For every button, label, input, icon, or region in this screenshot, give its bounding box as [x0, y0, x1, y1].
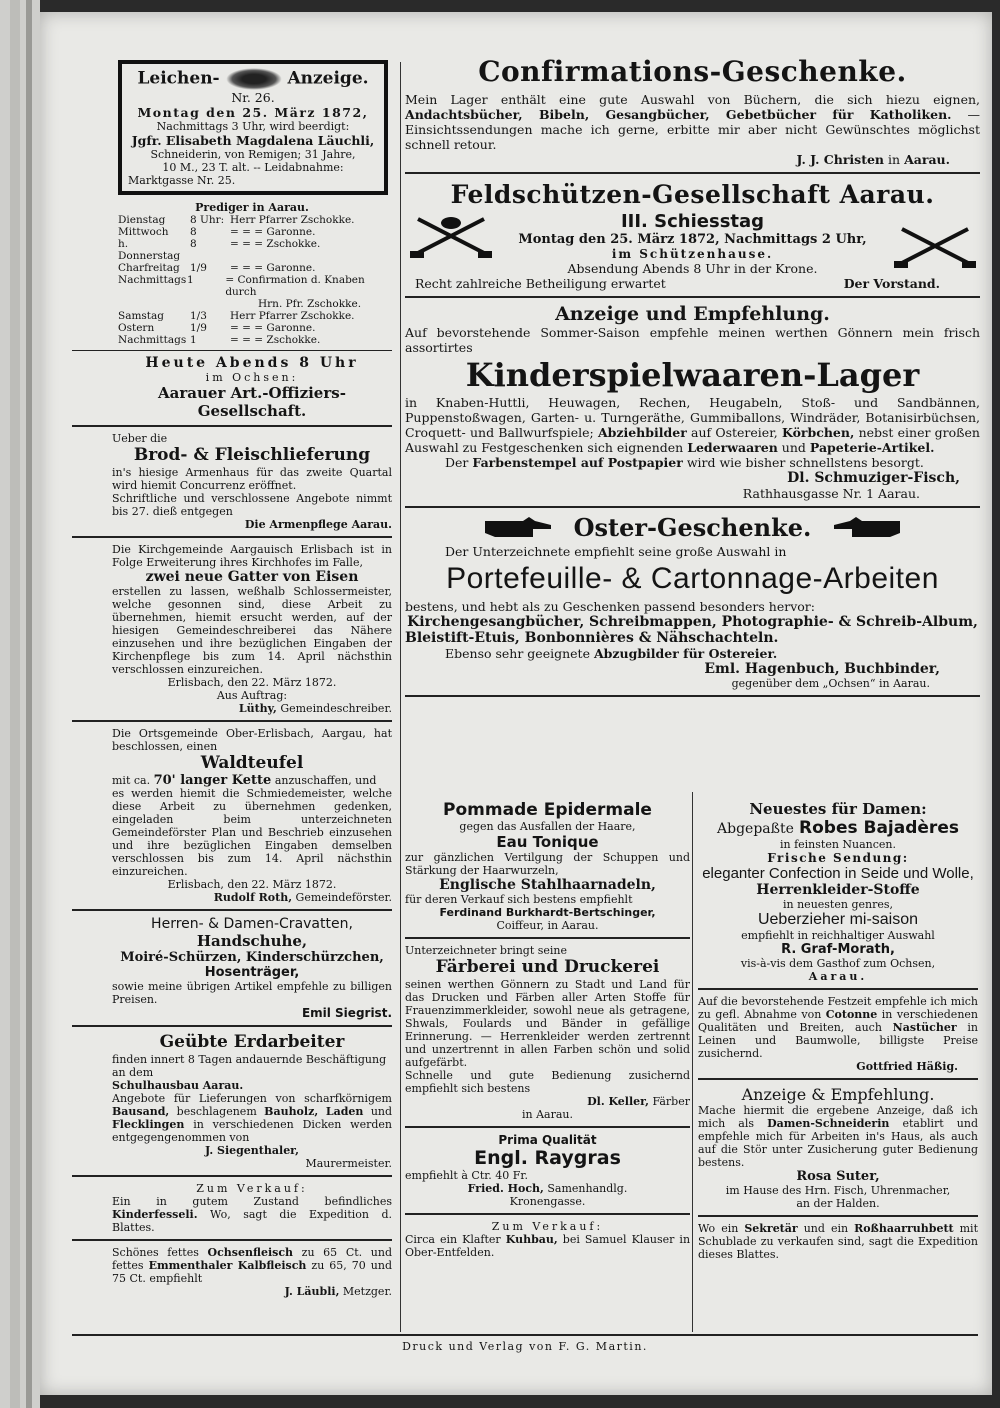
- oster-l3a: Ebenso sehr geeignete: [445, 646, 590, 661]
- feldschuetzen-ad: [405, 179, 980, 291]
- robes-l6: Ueberzieher mi-saison: [757, 911, 919, 928]
- obituary-box: [118, 60, 388, 195]
- erdarbeiter-w1: Bausand,: [112, 1105, 170, 1118]
- sekretaer-d: Roßhaarruhbett: [854, 1222, 954, 1235]
- cotonne-b: Cotonne: [825, 1008, 878, 1021]
- verkauf2-b: Kuhbau,: [505, 1233, 558, 1246]
- wreath-icon: [226, 68, 282, 90]
- kinder-intro: Auf bevorstehende Sommer-Saison empfehle meinen werthen Gönnern mein frisch assortirtes: [405, 325, 980, 355]
- robes-l2: in feinsten Nuancen.: [779, 838, 897, 851]
- kinder-body: in Knaben-Huttli, Heuwagen, Rechen, Heugabeln, Stoß- und Sandbännen, Puppenstoßwagen, Garten- u. Turngeräthe, Gummiballons, Windräder, Botanisirbüchsen, Croquett- und Ballwurfspiele;: [405, 395, 980, 440]
- preacher-row: Ostern 1/9 = = = Garonne.: [118, 322, 316, 334]
- pointing-hand-left-icon: [832, 515, 902, 541]
- oster-body: bestens, und hebt als zu Geschenken passend besonders hervor:: [405, 599, 815, 614]
- confirmations-title: Confirmations-Geschenke.: [478, 55, 907, 88]
- gatter-role: Gemeindeschreiber.: [280, 702, 392, 715]
- feldschuetzen-recht: Recht zahlreiche Betheiligung erwartet: [415, 276, 666, 291]
- kinder-big: Kinderspielwaaren-Lager: [465, 356, 920, 394]
- fleisch-role: Metzger.: [342, 1285, 392, 1298]
- gatter-body: erstellen zu lassen, weßhalb Schlossermeister, welche gesonnen sind, diese Arbeit zu übernehmen, hiemit ersucht werden, auf der hiesigen Gemeindeschreiberei das Nähere einzusehen und ihre bezüglichen Eingaben der Kirchenpflege bis zum 14. April nächsthin verschlossen einzureichen.: [112, 585, 392, 676]
- faerberei-signature: Dl. Keller,: [587, 1095, 649, 1108]
- raygras-l2: empfiehlt à Ctr. 40 Fr.: [405, 1169, 528, 1182]
- waldteufel-sub-c: anzuschaffen, und: [274, 774, 377, 787]
- gatter-auftrag: Aus Auftrag:: [216, 689, 288, 702]
- brod-body2: Schriftliche und verschlossene Angebote nimmt bis 27. dieß entgegen: [112, 492, 392, 518]
- verkauf1-title: Zum Verkauf:: [196, 1182, 308, 1195]
- gatter-title: zwei neue Gatter von Eisen: [145, 569, 359, 585]
- cravatten-l1: Herren- & Damen-Cravatten,: [151, 916, 353, 932]
- faerberei-place: in Aarau.: [522, 1108, 573, 1121]
- kinder-b2: Körbchen,: [781, 425, 855, 440]
- kinder-b5: Farbenstempel auf Postpapier: [472, 455, 683, 470]
- preachers-title: Prediger in Aarau.: [195, 201, 309, 214]
- waldteufel-signature: Rudolf Roth,: [213, 891, 293, 904]
- schneiderin-addr1: im Hause des Hrn. Fisch, Uhrenmacher,: [725, 1184, 951, 1197]
- fleisch-signature: J. Läubli,: [284, 1285, 340, 1298]
- gatter-place: Erlisbach, den 22. März 1872.: [167, 676, 337, 689]
- oster-title: Oster-Geschenke.: [573, 513, 812, 542]
- pommade-ad: [405, 800, 690, 932]
- oster-big: Portefeuille- & Cartonnage-Arbeiten: [446, 562, 939, 595]
- verkauf2-c: bei Samuel Klauser in Ober-Entfelden.: [405, 1233, 691, 1259]
- robes-l1b: Robes Bajadères: [799, 818, 959, 838]
- waldteufel-ad: [112, 727, 392, 904]
- erdarbeiter-w5: Flecklingen: [112, 1118, 185, 1131]
- obituary-date: Montag den 25. März 1872,: [137, 105, 369, 120]
- middle-lower-column: [405, 800, 690, 1259]
- officers-ad: [112, 355, 392, 420]
- pommade-t2: Eau Tonique: [496, 833, 599, 851]
- schneiderin-c: etablirt und empfehle mich für Arbeiten in's Haus, als auch auf die Stör unter Zusicherung guter Bedienung bestens.: [698, 1117, 979, 1169]
- waldteufel-sub-a: mit ca.: [112, 774, 151, 787]
- cravatten-body: sowie meine übrigen Artikel empfehle zu billigen Preisen.: [112, 980, 392, 1006]
- crossed-rifles-icon: [410, 213, 492, 259]
- binding-strip: [0, 0, 40, 1408]
- verkauf-ad-2: [405, 1220, 690, 1259]
- pommade-signature: Ferdinand Burkhardt-Bertschinger,: [439, 906, 656, 919]
- cotonne-ad: [698, 995, 978, 1073]
- preacher-row: Samstag 1/3 Herr Pfarrer Zschokke.: [118, 310, 355, 322]
- confirmations-bold: Andachtsbücher, Bibeln, Gesangbücher, Gebetbücher für Katholiken.: [405, 107, 952, 122]
- confirmations-sig-c: Aarau.: [904, 152, 950, 167]
- brod-intro: Ueber die: [112, 432, 168, 445]
- preacher-row: Hrn. Pfr. Zschokke.: [258, 298, 362, 310]
- confirmations-body-a: Mein Lager enthält eine gute Auswahl von Büchern, die sich hiezu eignen,: [405, 92, 980, 107]
- footer-imprint: Druck und Verlag von F. G. Martin.: [402, 1340, 648, 1353]
- raygras-signature: Fried. Hoch,: [467, 1182, 544, 1195]
- schneiderin-signature: Rosa Suter,: [796, 1169, 880, 1184]
- preacher-row: Nachmittags 1 = = = Zschokke.: [118, 334, 321, 346]
- feldschuetzen-sub: III. Schiesstag: [620, 211, 765, 232]
- kinder-line-b: wird wie bisher schnellstens besorgt.: [686, 455, 924, 470]
- right-column: [405, 56, 980, 702]
- pommade-l2: zur gänzlichen Vertilgung der Schuppen und Stärkung der Haarwurzeln,: [405, 851, 690, 877]
- preacher-row: Nachmittags 1 = Confirmation d. Knaben durch: [118, 274, 365, 298]
- cravatten-l4: Hosenträger,: [204, 965, 300, 980]
- footer-rule: [72, 1334, 978, 1336]
- erdarbeiter-role: Maurermeister.: [305, 1157, 392, 1170]
- confirmations-sig-b: in: [888, 152, 901, 167]
- kinder-b3b: und: [781, 440, 806, 455]
- brod-signature: Die Armenpflege Aarau.: [244, 518, 392, 531]
- kinder-line-a: Der: [445, 455, 469, 470]
- robes-l5: in neuesten genres,: [783, 898, 893, 911]
- kinder-signature: Dl. Schmuziger-Fisch,: [787, 470, 960, 486]
- feldschuetzen-place: im Schützenhause.: [611, 247, 774, 261]
- verkauf1-b: Kinderfesseli.: [112, 1208, 198, 1221]
- waldteufel-place: Erlisbach, den 22. März 1872.: [167, 878, 337, 891]
- waldteufel-body: es werden hiemit die Schmiedemeister, welche diese Arbeit zu übernehmen gedenken, eingeladen beim unterzeichneten Gemeindeförster Plan und Beschrieb einzusehen und ihre bezüglichen Eingaben demselben verschlossen bis zum 14. April nächsthin einzureichen.: [112, 787, 392, 878]
- cravatten-l2: Handschuhe,: [196, 932, 308, 950]
- erdarbeiter-title: Geübte Erdarbeiter: [159, 1032, 345, 1052]
- obituary-line2: 10 M., 23 T. alt. -- Leidabnahme:: [162, 161, 344, 174]
- faerberei-role: Färber: [652, 1095, 690, 1108]
- schneiderin-title: Anzeige & Empfehlung.: [741, 1085, 935, 1104]
- fleisch-b: Ochsenfleisch: [207, 1246, 294, 1259]
- crossed-rifles-icon: [894, 223, 976, 269]
- schneiderin-ad: [698, 1085, 978, 1210]
- erdarbeiter-w4: und: [370, 1105, 393, 1118]
- brod-ad: [112, 432, 392, 531]
- schneiderin-addr2: an der Halden.: [796, 1197, 880, 1210]
- preachers-table: [118, 214, 392, 346]
- confirmations-body-b: — Einsichtssendungen mache ich gerne, erbitte mir aber nicht Gewünschtes möglichst schnell retour.: [405, 107, 980, 152]
- officers-place: im Ochsen:: [205, 371, 299, 384]
- obituary-line1: Schneiderin, von Remigen; 31 Jahre,: [150, 148, 356, 161]
- fleisch-c: zu 65 Ct. und fettes: [112, 1246, 392, 1272]
- oster-intro: Der Unterzeichnete empfiehlt seine große Auswahl in: [445, 544, 787, 559]
- robes-l1a: Abgepaßte: [717, 821, 794, 837]
- pommade-l1: gegen das Ausfallen der Haare,: [459, 820, 636, 833]
- confirmations-sig-a: J. J. Christen: [796, 152, 885, 167]
- cravatten-signature: Emil Siegrist.: [301, 1006, 392, 1020]
- pommade-t3: Englische Stahlhaarnadeln,: [439, 877, 656, 893]
- erdarbeiter-body2b: in verschiedenen Dicken werden entgegengenommen von: [112, 1118, 392, 1144]
- verkauf2-a: Circa ein Klafter: [405, 1233, 501, 1246]
- feldschuetzen-date: Montag den 25. März 1872, Nachmittags 2 Uhr,: [518, 232, 867, 247]
- robes-ad: [698, 800, 978, 983]
- erdarbeiter-body2a: Angebote für Lieferungen von scharfkörnigem: [112, 1092, 392, 1105]
- verkauf1-a: Ein in gutem Zustand befindliches: [112, 1195, 392, 1208]
- left-column: [72, 56, 392, 1298]
- waldteufel-intro: Die Ortsgemeinde Ober-Erlisbach, Aargau, hat beschlossen, einen: [112, 727, 392, 753]
- gatter-signature: Lüthy,: [238, 702, 277, 715]
- erdarbeiter-w3: Bauholz, Laden: [264, 1105, 364, 1118]
- faerberei-intro: Unterzeichneter bringt seine: [405, 944, 568, 957]
- oster-l2: Bleistift-Etuis, Bonbonnières & Nähschachteln.: [405, 630, 779, 646]
- erdarbeiter-place: Schulhausbau Aarau.: [112, 1079, 244, 1092]
- oster-address: gegenüber dem „Ochsen“ in Aarau.: [731, 677, 930, 690]
- obituary-name: Jgfr. Elisabeth Magdalena Läuchli,: [131, 133, 375, 148]
- robes-addr1: vis-à-vis dem Gasthof zum Ochsen,: [740, 957, 936, 970]
- erdarbeiter-body: finden innert 8 Tagen andauernde Beschäftigung an dem: [112, 1053, 387, 1079]
- preacher-row: Charfreitag 1/9 = = = Garonne.: [118, 262, 316, 274]
- obituary-title-a: Leichen-: [137, 68, 220, 89]
- robes-title: Neuestes für Damen:: [749, 800, 927, 818]
- robes-addr2: Aarau.: [808, 970, 868, 983]
- faerberei-title: Färberei und Druckerei: [435, 957, 660, 977]
- erdarbeiter-ad: [112, 1032, 392, 1170]
- raygras-role: Samenhandlg.: [547, 1182, 628, 1195]
- column-divider-lower: [692, 792, 693, 1332]
- oster-l1: Kirchengesangbücher, Schreibmappen, Photographie- & Schreib-Album,: [407, 614, 978, 630]
- kinder-title: Anzeige und Empfehlung.: [555, 303, 830, 325]
- cotonne-c: in verschiedenen Qualitäten und Breiten, auch: [698, 1008, 978, 1034]
- pommade-role: Coiffeur, in Aarau.: [496, 919, 599, 932]
- raygras-ad: [405, 1133, 690, 1208]
- fleisch-a: Schönes fettes: [112, 1246, 199, 1259]
- schneiderin-a: Mache hiermit die ergebene Anzeige, daß ich mich als: [698, 1104, 978, 1130]
- waldteufel-title: Waldteufel: [200, 753, 304, 773]
- preacher-row: h. Donnerstag 8 = = = Zschokke.: [118, 238, 321, 262]
- fleisch-e: zu 65, 70 und 75 Ct. empfiehlt: [112, 1259, 393, 1285]
- waldteufel-sub-b: 70' langer Kette: [153, 773, 272, 788]
- cotonne-a: Auf die bevorstehende Festzeit empfehle ich mich zu gefl. Abnahme von: [698, 995, 978, 1021]
- verkauf2-title: Zum Verkauf:: [491, 1220, 604, 1233]
- cotonne-d: Nastücher: [892, 1021, 957, 1034]
- kinder-body2: auf Ostereier,: [691, 425, 778, 440]
- faerberei-body2: Schnelle und gute Bedienung zusichernd empfiehlt sich bestens: [405, 1069, 690, 1095]
- fleisch-ad: [112, 1246, 392, 1298]
- obituary-nr: Nr. 26.: [231, 90, 275, 105]
- oster-role: Buchbinder,: [844, 661, 940, 677]
- raygras-l1: Prima Qualität: [498, 1133, 597, 1147]
- oster-signature: Eml. Hagenbuch,: [704, 661, 840, 677]
- sekretaer-b: Sekretär: [744, 1222, 798, 1235]
- waldteufel-role: Gemeindeförster.: [295, 891, 392, 904]
- raygras-address: Kronengasse.: [509, 1195, 586, 1208]
- column-divider: [400, 62, 401, 1332]
- feldschuetzen-absend: Absendung Abends 8 Uhr in der Krone.: [567, 261, 818, 276]
- cravatten-l3: Moiré-Schürzen, Kinderschürzchen,: [120, 950, 384, 965]
- oster-ad: [405, 513, 980, 690]
- kinder-b4: Papeterie-Artikel.: [809, 440, 935, 455]
- right-lower-column: [698, 800, 978, 1261]
- schneiderin-b: Damen-Schneiderin: [767, 1117, 890, 1130]
- kinder-b3: Lederwaaren: [687, 440, 778, 455]
- preacher-row: Dienstag 8 Uhr: Herr Pfarrer Zschokke.: [118, 214, 355, 226]
- pointing-hand-right-icon: [483, 515, 553, 541]
- oster-l3b: Abzugbilder für Ostereier.: [593, 646, 778, 661]
- gatter-ad: [112, 543, 392, 715]
- pommade-title: Pommade Epidermale: [443, 800, 652, 820]
- sekretaer-c: und ein: [803, 1222, 849, 1235]
- gatter-intro: Die Kirchgemeinde Aargauisch Erlisbach ist in Folge Erweiterung ihres Kirchhofes im Falle,: [112, 543, 392, 569]
- verkauf1-c: Wo, sagt die Expedition d. Blattes.: [112, 1208, 392, 1234]
- faerberei-body: seinen werthen Gönnern zu Stadt und Land für das Drucken und Färben aller Arten Stoffe für Frauenzimmerkleider, sowohl neue als getragene, Shwals, Foulards und Bänder in gefällige Erinnerung. — Herrenkleider werden zertrennt und unzertrennt in allen Farben schön und solid aufgefärbt.: [405, 978, 690, 1069]
- sekretaer-a: Wo ein: [698, 1222, 739, 1235]
- feldschuetzen-title: Feldschützen-Gesellschaft Aarau.: [450, 180, 935, 209]
- kinder-body3: nebst einer großen Auswahl zu Festgeschenken sich eignenden: [405, 425, 980, 455]
- raygras-title: Engl. Raygras: [474, 1147, 621, 1169]
- pommade-l3: für deren Verkauf sich bestens empfiehlt: [405, 893, 633, 906]
- verkauf-ad-1: [112, 1182, 392, 1234]
- erdarbeiter-w2: beschlagenem: [176, 1105, 257, 1118]
- confirmations-ad: [405, 56, 980, 167]
- kinder-address: Rathhausgasse Nr. 1 Aarau.: [742, 486, 920, 501]
- robes-l4: Herrenkleider-Stoffe: [756, 882, 920, 898]
- brod-body: in's hiesige Armenhaus für das zweite Quartal wird hiemit Concurrenz eröffnet.: [112, 466, 392, 492]
- erdarbeiter-signature: J. Siegenthaler,: [204, 1144, 300, 1157]
- kinder-b1: Abziehbilder: [597, 425, 687, 440]
- brod-title: Brod- & Fleischlieferung: [133, 445, 371, 465]
- officers-society: Aarauer Art.-Offiziers-Gesellschaft.: [158, 384, 346, 420]
- cotonne-signature: Gottfried Häßig.: [856, 1060, 958, 1073]
- faerberei-ad: [405, 944, 690, 1121]
- cravatten-ad: [112, 916, 392, 1020]
- sekretaer-ad: [698, 1222, 978, 1261]
- sekretaer-e: mit Schublade zu verkaufen sind, sagt die Expedition dieses Blattes.: [698, 1222, 978, 1261]
- cotonne-e: in Leinen und Baumwolle, billigste Preise zusichernd.: [698, 1021, 978, 1060]
- fleisch-d: Emmenthaler Kalbfleisch: [148, 1259, 307, 1272]
- robes-l7: empfiehlt in reichhaltiger Auswahl: [741, 929, 935, 942]
- kinderspielwaaren-ad: [405, 303, 980, 501]
- robes-signature: R. Graf-Morath,: [781, 942, 895, 957]
- obituary-line3: Marktgasse Nr. 25.: [128, 174, 236, 187]
- officers-time: Heute Abends 8 Uhr: [145, 355, 359, 371]
- robes-t2: Frische Sendung:: [767, 851, 909, 865]
- robes-l3: eleganter Confection in Seide und Wolle,: [702, 865, 974, 882]
- obituary-title-b: Anzeige.: [287, 68, 369, 89]
- feldschuetzen-signature: Der Vorstand.: [843, 276, 940, 291]
- preacher-row: Mittwoch 8 = = = Garonne.: [118, 226, 316, 238]
- obituary-time: Nachmittags 3 Uhr, wird beerdigt:: [156, 120, 350, 133]
